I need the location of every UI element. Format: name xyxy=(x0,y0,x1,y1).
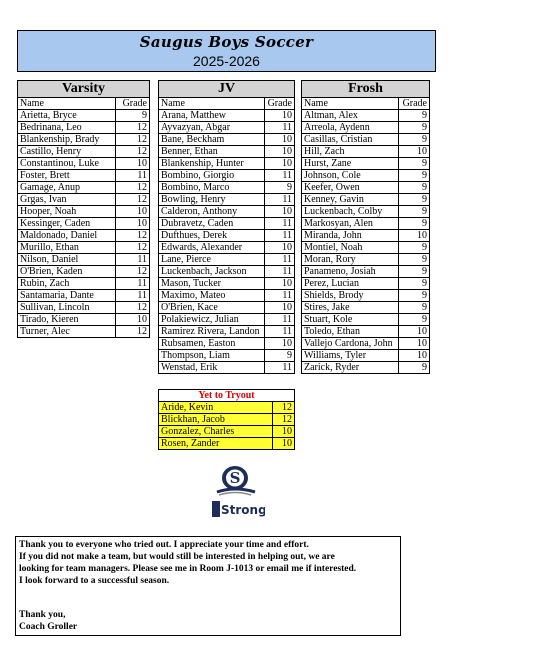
player-name: Ayvazyan, Abgar xyxy=(159,122,265,134)
player-name: Wenstad, Erik xyxy=(159,362,265,374)
table-row xyxy=(18,170,150,182)
player-grade: 12 xyxy=(115,146,149,158)
player-name: Johnson, Cole xyxy=(302,170,399,182)
player-name: Blickhan, Jacob xyxy=(159,414,273,426)
player-grade: 9 xyxy=(399,242,430,254)
table-row xyxy=(18,278,150,290)
player-name: O'Brien, Kaden xyxy=(18,266,116,278)
table-row xyxy=(159,402,295,414)
table-row xyxy=(18,242,150,254)
table-row xyxy=(159,206,295,218)
table-row xyxy=(302,170,430,182)
player-grade: 10 xyxy=(115,314,149,326)
player-name: Moran, Rory xyxy=(302,254,399,266)
table-row xyxy=(302,194,430,206)
table-row xyxy=(159,338,295,350)
player-grade: 10 xyxy=(399,350,430,362)
player-name: Stires, Jake xyxy=(302,302,399,314)
player-grade: 11 xyxy=(264,170,294,182)
player-grade: 9 xyxy=(399,182,430,194)
player-name: Benner, Ethan xyxy=(159,146,265,158)
name-column-header: Name xyxy=(159,98,265,110)
player-name: Miranda, John xyxy=(302,230,399,242)
player-name: Williams, Tyler xyxy=(302,350,399,362)
player-name: Luckenbach, Colby xyxy=(302,206,399,218)
player-name: Gonzalez, Charles xyxy=(159,426,273,438)
table-row xyxy=(302,146,430,158)
player-name: Perez, Lucian xyxy=(302,278,399,290)
varsity-table xyxy=(17,80,150,371)
player-name: Keefer, Owen xyxy=(302,182,399,194)
player-name: Hurst, Zane xyxy=(302,158,399,170)
player-name: Murillo, Ethan xyxy=(18,242,116,254)
table-row xyxy=(159,134,295,146)
message-line: I look forward to a successful season. xyxy=(19,576,170,586)
player-grade: 10 xyxy=(273,426,295,438)
player-grade: 11 xyxy=(115,254,149,266)
player-name: Nilson, Daniel xyxy=(18,254,116,266)
table-row xyxy=(302,158,430,170)
player-name: Maximo, Mateo xyxy=(159,290,265,302)
table-row xyxy=(302,278,430,290)
table-row xyxy=(18,122,150,134)
table-row xyxy=(18,230,150,242)
player-name: Castillo, Henry xyxy=(18,146,116,158)
player-grade: 12 xyxy=(115,266,149,278)
player-grade: 9 xyxy=(399,170,430,182)
coach-message xyxy=(15,536,401,636)
player-name: Arana, Matthew xyxy=(159,110,265,122)
player-grade: 11 xyxy=(264,254,294,266)
table-row xyxy=(18,146,150,158)
table-row xyxy=(159,146,295,158)
player-grade: 11 xyxy=(264,326,294,338)
table-row xyxy=(302,350,430,362)
player-grade: 10 xyxy=(264,206,294,218)
player-grade: 12 xyxy=(115,194,149,206)
player-name: Calderon, Anthony xyxy=(159,206,265,218)
season-label: 2025-2026 xyxy=(193,53,260,69)
player-name: Casillas, Cristian xyxy=(302,134,399,146)
page-title: Saugus Boys Soccer xyxy=(139,33,314,51)
player-name: Santamaria, Dante xyxy=(18,290,116,302)
table-row xyxy=(159,230,295,242)
player-grade: 10 xyxy=(115,158,149,170)
empty-cell xyxy=(18,360,116,371)
player-grade: 10 xyxy=(399,326,430,338)
empty-row xyxy=(18,360,150,371)
player-grade: 10 xyxy=(264,242,294,254)
player-name: Maldonado, Daniel xyxy=(18,230,116,242)
player-grade: 12 xyxy=(115,242,149,254)
player-name: Bombino, Marco xyxy=(159,182,265,194)
player-name: Zarick, Ryder xyxy=(302,362,399,374)
table-row xyxy=(159,362,295,374)
table-row xyxy=(18,266,150,278)
empty-cell xyxy=(115,349,149,360)
frosh-table xyxy=(301,80,430,374)
player-grade: 9 xyxy=(399,290,430,302)
player-grade: 9 xyxy=(399,278,430,290)
table-row xyxy=(159,438,295,450)
player-grade: 12 xyxy=(273,402,295,414)
empty-row xyxy=(18,349,150,360)
saugus-logo-icon xyxy=(205,462,265,522)
player-name: Altman, Alex xyxy=(302,110,399,122)
table-row xyxy=(159,110,295,122)
player-grade: 10 xyxy=(273,438,295,450)
table-row xyxy=(302,302,430,314)
grade-column-header: Grade xyxy=(264,98,294,110)
player-grade: 12 xyxy=(115,134,149,146)
player-grade: 11 xyxy=(264,218,294,230)
player-name: Luckenbach, Jackson xyxy=(159,266,265,278)
yet-to-tryout-table xyxy=(158,389,295,450)
player-grade: 10 xyxy=(264,134,294,146)
table-row xyxy=(302,218,430,230)
player-name: Markosyan, Alen xyxy=(302,218,399,230)
player-name: Blankenship, Hunter xyxy=(159,158,265,170)
player-grade: 11 xyxy=(264,314,294,326)
player-name: Edwards, Alexander xyxy=(159,242,265,254)
table-row xyxy=(302,206,430,218)
table-row xyxy=(159,326,295,338)
message-signoff: Thank you, xyxy=(19,610,66,620)
table-row xyxy=(18,206,150,218)
player-grade: 9 xyxy=(399,314,430,326)
player-grade: 9 xyxy=(264,350,294,362)
player-grade: 11 xyxy=(115,278,149,290)
player-name: Arreola, Aydenn xyxy=(302,122,399,134)
table-row xyxy=(159,194,295,206)
table-row xyxy=(302,230,430,242)
message-line: Thank you to everyone who tried out. I appreciate your time and effort. xyxy=(19,540,309,550)
player-name: Kessinger, Caden xyxy=(18,218,116,230)
grade-column-header: Grade xyxy=(115,98,149,110)
player-grade: 10 xyxy=(399,338,430,350)
table-row xyxy=(159,278,295,290)
player-name: Thompson, Liam xyxy=(159,350,265,362)
player-grade: 12 xyxy=(115,302,149,314)
table-row xyxy=(18,218,150,230)
player-grade: 10 xyxy=(115,206,149,218)
player-name: Tirado, Kieren xyxy=(18,314,116,326)
player-grade: 11 xyxy=(264,194,294,206)
table-row xyxy=(18,182,150,194)
message-line: looking for team managers. Please see me in Room J-1013 or email me if interested. xyxy=(19,564,357,574)
player-name: Kenney, Gavin xyxy=(302,194,399,206)
table-row xyxy=(302,338,430,350)
player-name: Rosen, Zander xyxy=(159,438,273,450)
player-grade: 11 xyxy=(264,266,294,278)
player-grade: 9 xyxy=(115,110,149,122)
player-name: Bedrinana, Leo xyxy=(18,122,116,134)
table-row xyxy=(18,326,150,338)
player-name: Dubravetz, Caden xyxy=(159,218,265,230)
empty-cell xyxy=(18,349,116,360)
player-name: Rubin, Zach xyxy=(18,278,116,290)
table-row xyxy=(302,314,430,326)
player-grade: 10 xyxy=(264,278,294,290)
player-grade: 11 xyxy=(264,290,294,302)
player-grade: 11 xyxy=(264,230,294,242)
player-grade: 9 xyxy=(399,266,430,278)
player-grade: 10 xyxy=(115,218,149,230)
table-row xyxy=(302,110,430,122)
player-name: Ramirez Rivera, Landon xyxy=(159,326,265,338)
player-name: Montiel, Noah xyxy=(302,242,399,254)
table-row xyxy=(302,134,430,146)
table-row xyxy=(18,158,150,170)
table-row xyxy=(159,314,295,326)
table-row xyxy=(159,426,295,438)
table-row xyxy=(18,302,150,314)
player-grade: 12 xyxy=(273,414,295,426)
table-row xyxy=(159,242,295,254)
player-name: Vallejo Cardona, John xyxy=(302,338,399,350)
player-name: Hooper, Noah xyxy=(18,206,116,218)
name-column-header: Name xyxy=(18,98,116,110)
table-row xyxy=(18,110,150,122)
table-row xyxy=(18,254,150,266)
table-row xyxy=(302,242,430,254)
table-row xyxy=(302,326,430,338)
player-name: Lane, Pierce xyxy=(159,254,265,266)
table-row xyxy=(302,122,430,134)
player-grade: 9 xyxy=(399,302,430,314)
varsity-title: Varsity xyxy=(18,81,150,98)
player-grade: 9 xyxy=(399,218,430,230)
table-row xyxy=(159,182,295,194)
title-banner xyxy=(17,30,436,72)
player-grade: 11 xyxy=(264,362,294,374)
logo-word: Strong xyxy=(221,503,265,517)
table-row xyxy=(18,134,150,146)
player-grade: 9 xyxy=(399,194,430,206)
player-grade: 12 xyxy=(115,230,149,242)
player-name: Bombino, Giorgio xyxy=(159,170,265,182)
table-row xyxy=(159,266,295,278)
player-name: Blankenship, Brady xyxy=(18,134,116,146)
player-grade: 10 xyxy=(264,158,294,170)
player-name: Hill, Zach xyxy=(302,146,399,158)
player-name: Gamage, Anup xyxy=(18,182,116,194)
table-row xyxy=(302,182,430,194)
table-row xyxy=(302,254,430,266)
player-name: Grgas, Ivan xyxy=(18,194,116,206)
player-grade: 11 xyxy=(115,290,149,302)
player-grade: 9 xyxy=(399,254,430,266)
player-grade: 11 xyxy=(115,170,149,182)
player-name: O'Brien, Kace xyxy=(159,302,265,314)
player-grade: 9 xyxy=(399,362,430,374)
player-grade: 10 xyxy=(264,146,294,158)
player-grade: 9 xyxy=(264,182,294,194)
player-name: Shields, Brody xyxy=(302,290,399,302)
player-name: Sullivan, Lincoln xyxy=(18,302,116,314)
table-row xyxy=(159,170,295,182)
message-line: If you did not make a team, but would still be interested in helping out, we are xyxy=(19,552,335,562)
empty-cell xyxy=(115,360,149,371)
player-grade: 10 xyxy=(399,146,430,158)
table-row xyxy=(159,302,295,314)
player-name: Stuart, Kole xyxy=(302,314,399,326)
player-name: Rubsamen, Easton xyxy=(159,338,265,350)
player-grade: 9 xyxy=(399,158,430,170)
player-name: Bowling, Henry xyxy=(159,194,265,206)
player-grade: 12 xyxy=(115,326,149,338)
player-grade: 10 xyxy=(264,338,294,350)
table-row xyxy=(302,362,430,374)
player-grade: 9 xyxy=(399,206,430,218)
player-name: Constantinou, Luke xyxy=(18,158,116,170)
table-row xyxy=(302,266,430,278)
jv-title: JV xyxy=(159,81,295,98)
table-row xyxy=(159,290,295,302)
table-row xyxy=(159,414,295,426)
player-grade: 11 xyxy=(264,122,294,134)
player-grade: 10 xyxy=(264,110,294,122)
player-name: Arietta, Bryce xyxy=(18,110,116,122)
message-signature: Coach Groller xyxy=(19,622,78,632)
yet-to-tryout-title: Yet to Tryout xyxy=(159,390,295,402)
table-row xyxy=(18,314,150,326)
player-name: Polakiewicz, Julian xyxy=(159,314,265,326)
grade-column-header: Grade xyxy=(399,98,430,110)
jv-table xyxy=(158,80,295,374)
table-row xyxy=(159,122,295,134)
player-name: Toledo, Ethan xyxy=(302,326,399,338)
table-row xyxy=(159,218,295,230)
saugus-strong-logo xyxy=(205,462,265,522)
player-grade: 12 xyxy=(115,182,149,194)
player-name: Turner, Alec xyxy=(18,326,116,338)
player-grade: 9 xyxy=(399,110,430,122)
player-name: Mason, Tucker xyxy=(159,278,265,290)
empty-cell xyxy=(115,338,149,350)
logo-letter: S xyxy=(229,469,241,487)
player-grade: 10 xyxy=(399,230,430,242)
player-name: Panameno, Josiah xyxy=(302,266,399,278)
table-row xyxy=(18,290,150,302)
table-row xyxy=(159,254,295,266)
empty-row xyxy=(18,338,150,350)
empty-cell xyxy=(18,338,116,350)
player-name: Aride, Kevin xyxy=(159,402,273,414)
player-grade: 10 xyxy=(264,302,294,314)
table-row xyxy=(159,350,295,362)
frosh-title: Frosh xyxy=(302,81,430,98)
player-name: Dufthues, Derek xyxy=(159,230,265,242)
player-grade: 9 xyxy=(399,122,430,134)
player-grade: 9 xyxy=(399,134,430,146)
name-column-header: Name xyxy=(302,98,399,110)
table-row xyxy=(18,194,150,206)
table-row xyxy=(159,158,295,170)
player-name: Bane, Beckham xyxy=(159,134,265,146)
table-row xyxy=(302,290,430,302)
player-name: Foster, Brett xyxy=(18,170,116,182)
player-grade: 12 xyxy=(115,122,149,134)
